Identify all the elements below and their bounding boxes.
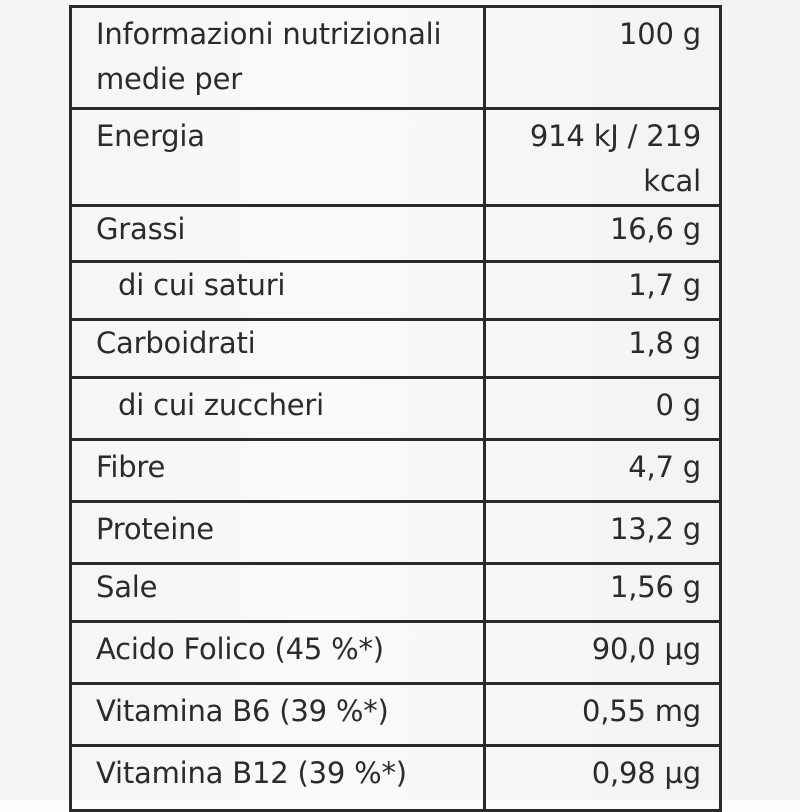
header-label-text: Informazioni nutrizionali medie per — [96, 17, 442, 96]
row-label-text: Fibre — [96, 450, 166, 484]
row-value-text: 0 g — [655, 388, 701, 422]
row-label-text: Vitamina B12 (39 %*) — [96, 756, 407, 790]
row-label-text: Acido Folico (45 %*) — [96, 632, 384, 666]
header-label — [71, 7, 485, 109]
row-value — [485, 440, 721, 502]
row-value — [485, 622, 721, 684]
row-value-text: 914 kJ / 219 kcal — [529, 119, 701, 198]
table-row-acido-folico — [71, 622, 721, 684]
table-row-zuccheri — [71, 378, 721, 440]
row-label — [71, 109, 485, 206]
row-label: Carboidrati — [71, 320, 485, 378]
table-row-proteine — [71, 502, 721, 564]
table-row-carboidrati — [71, 320, 721, 378]
row-value-text: 4,7 g — [628, 450, 701, 484]
row-label — [71, 440, 485, 502]
nutrition-table — [69, 5, 722, 812]
row-value: 1,8 g — [485, 320, 721, 378]
row-value — [485, 502, 721, 564]
row-value-text: 90,0 µg — [591, 632, 701, 666]
row-label: Grassi — [71, 206, 485, 262]
row-value-text: 0,98 µg — [591, 756, 701, 790]
row-label-text: Vitamina B6 (39 %*) — [96, 694, 389, 728]
row-value-text: 13,2 g — [610, 512, 701, 546]
row-value — [485, 378, 721, 440]
table-row-saturi — [71, 262, 721, 320]
row-value — [485, 746, 721, 811]
row-label — [71, 684, 485, 746]
table-row-vitamina-b12 — [71, 746, 721, 811]
row-value-text: 0,55 mg — [581, 694, 701, 728]
row-label: di cui saturi — [71, 262, 485, 320]
table-row-energia — [71, 109, 721, 206]
row-label — [71, 502, 485, 564]
row-label — [71, 746, 485, 811]
row-label — [71, 378, 485, 440]
header-value — [485, 7, 721, 109]
table-header-row — [71, 7, 721, 109]
table-row-sale — [71, 564, 721, 622]
row-label-text: Energia — [96, 119, 205, 153]
row-value: 1,7 g — [485, 262, 721, 320]
header-value-text: 100 g — [619, 17, 701, 51]
row-label-text: di cui zuccheri — [118, 388, 324, 422]
table-row-fibre — [71, 440, 721, 502]
row-label-text: Proteine — [96, 512, 214, 546]
row-value — [485, 109, 721, 206]
row-label: Sale — [71, 564, 485, 622]
table-row-vitamina-b6 — [71, 684, 721, 746]
row-value — [485, 684, 721, 746]
row-label — [71, 622, 485, 684]
table-row-grassi — [71, 206, 721, 262]
row-value: 16,6 g — [485, 206, 721, 262]
row-value: 1,56 g — [485, 564, 721, 622]
